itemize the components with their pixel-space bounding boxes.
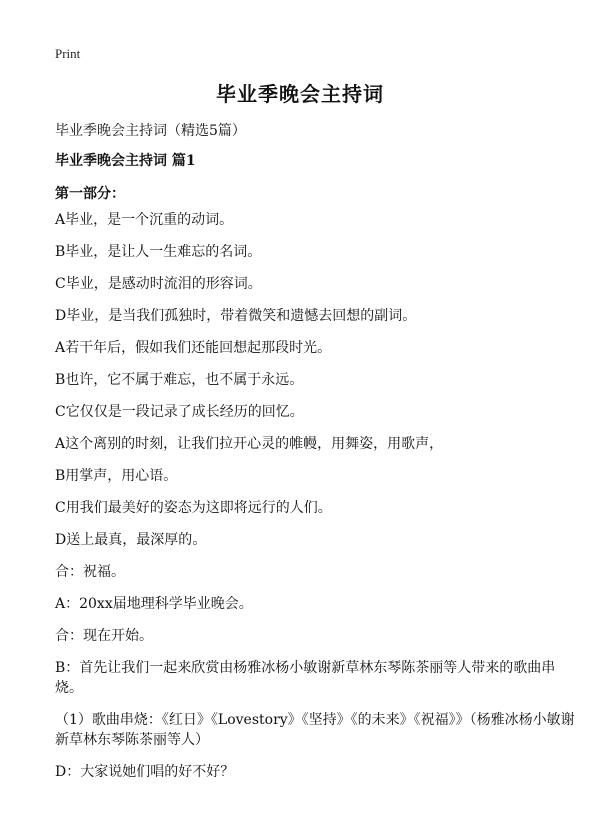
script-line: A：20xx届地理科学毕业晚会。: [55, 596, 253, 612]
document-subtitle: 毕业季晚会主持词（精选5篇）: [55, 123, 246, 139]
script-line: （1）歌曲串烧：《红日》《Lovestory》《坚持》《的未来》《祝福》》（杨雅冰杨小敏谢新草林东琴陈茶丽等人）: [55, 712, 575, 748]
script-line: D送上最真，最深厚的。: [55, 532, 207, 548]
script-line: D毕业，是当我们孤独时，带着微笑和遗憾去回想的副词。: [55, 308, 417, 324]
script-line: C它仅仅是一段记录了成长经历的回忆。: [55, 404, 304, 420]
script-line: B也许，它不属于难忘，也不属于永远。: [55, 372, 304, 388]
script-line: 合：祝福。: [55, 564, 125, 580]
section-heading: 毕业季晚会主持词 篇1: [55, 153, 196, 169]
print-label: Print: [55, 46, 81, 61]
script-line: D：大家说她们唱的好不好？: [55, 764, 235, 780]
script-line: B用掌声，用心语。: [55, 468, 178, 484]
part-heading: 第一部分：: [55, 186, 125, 202]
script-line: C毕业，是感动时流泪的形容词。: [55, 276, 262, 292]
script-line: A这个离别的时刻，让我们拉开心灵的帷幔，用舞姿，用歌声，: [55, 436, 444, 452]
page-title: 毕业季晚会主持词: [216, 82, 384, 106]
script-line: C用我们最美好的姿态为这即将远行的人们。: [55, 500, 332, 516]
script-line: 合：现在开始。: [55, 628, 153, 644]
script-line: A若干年后，假如我们还能回想起那段时光。: [55, 340, 332, 356]
script-line: B毕业，是让人一生难忘的名词。: [55, 244, 262, 260]
script-line: B：首先让我们一起来欣赏由杨雅冰杨小敏谢新草林东琴陈茶丽等人带来的歌曲串烧。: [55, 660, 556, 696]
script-lines: [55, 210, 575, 794]
script-line: A毕业，是一个沉重的动词。: [55, 212, 234, 228]
